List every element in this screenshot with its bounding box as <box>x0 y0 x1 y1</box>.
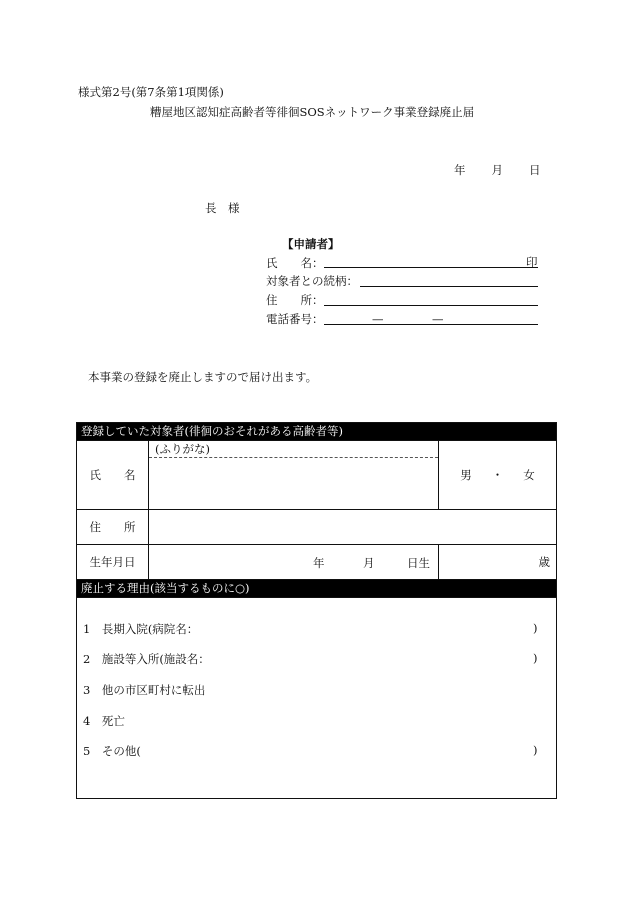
reason-4[interactable]: 4 死亡 <box>83 714 125 728</box>
birth-year: 年 <box>313 556 325 570</box>
sex-male[interactable]: 男 <box>460 468 472 482</box>
reason-3[interactable]: 3 他の市区町村に転出 <box>83 683 206 697</box>
phone-label: 電話番号： <box>266 312 324 326</box>
addressee: 長 様 <box>205 201 240 215</box>
phone-dash-1: — <box>372 312 384 326</box>
subject-name-cell[interactable] <box>149 441 439 510</box>
sex-female[interactable]: 女 <box>523 468 535 482</box>
subject-name-label: 氏 名 <box>77 441 149 510</box>
form-title: 糟屋地区認知症高齢者等徘徊SOSネットワーク事業登録廃止届 <box>150 105 475 119</box>
birth-day: 日生 <box>407 556 430 570</box>
date-line <box>454 162 541 178</box>
subject-address-label: 住 所 <box>77 510 149 545</box>
birth-month: 月 <box>363 556 375 570</box>
relation-label: 対象者との続柄： <box>266 274 358 288</box>
birthdate-cell[interactable] <box>149 545 439 580</box>
date-day: 日 <box>529 163 541 177</box>
reason-5[interactable]: 5 その他( <box>83 744 141 758</box>
reason-1[interactable]: 1 長期入院(病院名： <box>83 622 199 636</box>
applicant-name-field[interactable] <box>324 267 538 268</box>
section-header-reason: 廃止する理由(該当するものに○) <box>77 580 557 598</box>
furigana-label: (ふりがな) <box>155 442 210 456</box>
sex-separator: ・ <box>491 468 504 482</box>
birthdate-label: 生年月日 <box>77 545 149 580</box>
age-unit: 歳 <box>538 555 551 569</box>
section-header-subject: 登録していた対象者(徘徊のおそれがある高齢者等) <box>77 423 557 441</box>
applicant-name-label: 氏 名： <box>266 256 324 270</box>
sex-selector[interactable] <box>439 441 557 510</box>
seal-mark: 印 <box>526 255 538 269</box>
reason-1-close: ) <box>533 621 538 635</box>
reason-2-close: ) <box>533 651 538 665</box>
applicant-address-field[interactable] <box>324 305 538 306</box>
reasons-cell <box>77 598 557 799</box>
applicant-heading: 【申請者】 <box>282 237 340 251</box>
registration-table <box>76 422 557 799</box>
subject-address-cell[interactable] <box>149 510 557 545</box>
relation-field[interactable] <box>360 286 538 287</box>
reason-2[interactable]: 2 施設等入所(施設名： <box>83 652 210 666</box>
applicant-address-label: 住 所： <box>266 293 324 307</box>
phone-dash-2: — <box>432 312 444 326</box>
date-year: 年 <box>454 163 466 177</box>
furigana-divider <box>149 457 438 458</box>
date-month: 月 <box>491 163 503 177</box>
notice-text: 本事業の登録を廃止しますので届け出ます。 <box>88 370 318 384</box>
age-cell[interactable] <box>439 545 557 580</box>
form-number: 様式第2号(第7条第1項関係) <box>78 85 224 99</box>
phone-field[interactable] <box>324 324 538 325</box>
reason-5-close: ) <box>533 743 538 757</box>
